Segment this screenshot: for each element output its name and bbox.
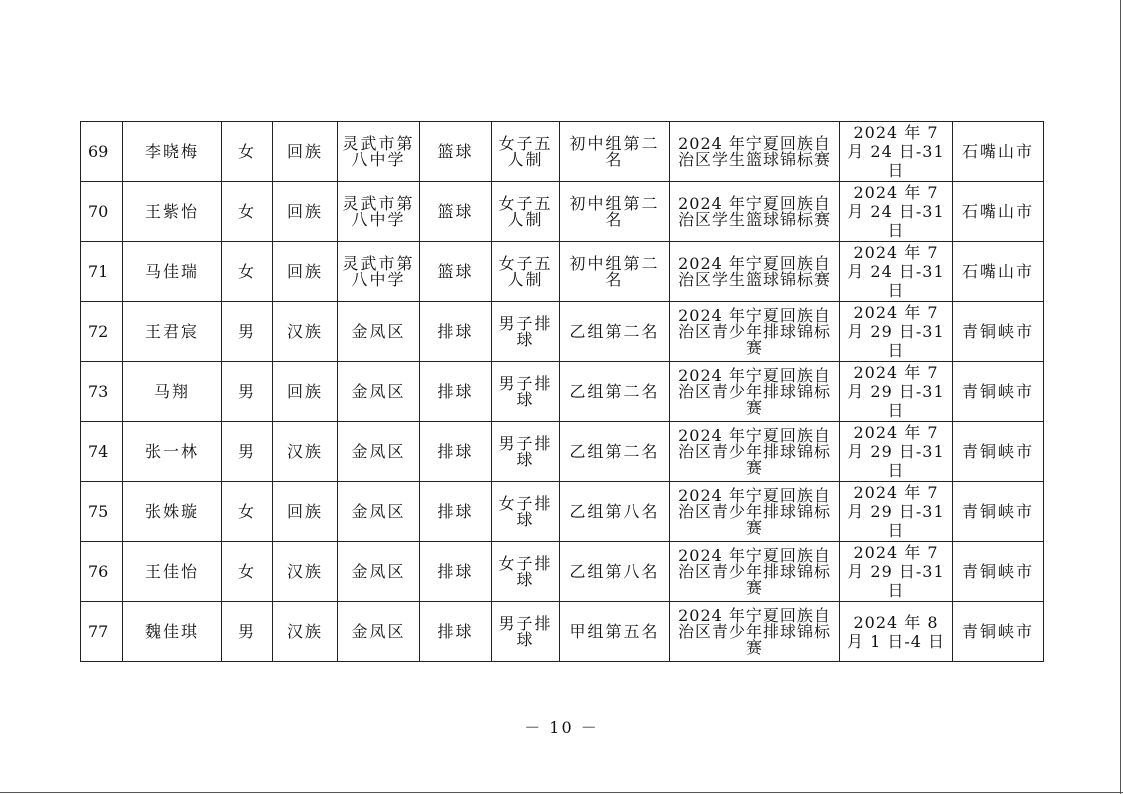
sport-cell: 排球 — [420, 602, 492, 662]
athlete-name-cell: 王佳怡 — [123, 542, 222, 602]
sport-cell: 篮球 — [420, 122, 492, 182]
date-cell: 2024 年 7 月 29 日-31 日 — [840, 482, 953, 542]
competition-cell: 2024 年宁夏回族自治区青少年排球锦标赛 — [670, 422, 840, 482]
competition-cell: 2024 年宁夏回族自治区学生篮球锦标赛 — [670, 182, 840, 242]
table-body — [81, 122, 1044, 662]
event-cell: 女子五人制 — [492, 122, 560, 182]
event-cell: 女子五人制 — [492, 242, 560, 302]
competition-cell: 2024 年宁夏回族自治区青少年排球锦标赛 — [670, 302, 840, 362]
event-cell: 男子排球 — [492, 422, 560, 482]
athlete-name-cell: 马翔 — [123, 362, 222, 422]
competition-cell: 2024 年宁夏回族自治区青少年排球锦标赛 — [670, 542, 840, 602]
venue-city-cell: 青铜峡市 — [953, 422, 1044, 482]
ethnicity-cell: 汉族 — [273, 542, 338, 602]
result-cell: 初中组第二名 — [560, 122, 670, 182]
result-cell: 乙组第八名 — [560, 482, 670, 542]
date-cell: 2024 年 7 月 24 日-31 日 — [840, 182, 953, 242]
unit-cell: 金凤区 — [338, 482, 420, 542]
athlete-name-cell: 马佳瑞 — [123, 242, 222, 302]
gender-cell: 女 — [222, 242, 273, 302]
date-cell: 2024 年 7 月 29 日-31 日 — [840, 422, 953, 482]
ethnicity-cell: 汉族 — [273, 602, 338, 662]
page-number: － 10 － — [524, 718, 599, 737]
table-row — [81, 602, 1044, 662]
ethnicity-cell: 回族 — [273, 362, 338, 422]
event-cell: 女子五人制 — [492, 182, 560, 242]
row-number-cell: 76 — [81, 542, 123, 602]
gender-cell: 男 — [222, 362, 273, 422]
unit-cell: 灵武市第八中学 — [338, 182, 420, 242]
venue-city-cell: 石嘴山市 — [953, 182, 1044, 242]
row-number-cell: 71 — [81, 242, 123, 302]
table-row — [81, 302, 1044, 362]
venue-city-cell: 青铜峡市 — [953, 542, 1044, 602]
date-cell: 2024 年 7 月 24 日-31 日 — [840, 242, 953, 302]
athlete-name-cell: 王紫怡 — [123, 182, 222, 242]
table-row — [81, 482, 1044, 542]
row-number-cell: 70 — [81, 182, 123, 242]
unit-cell: 金凤区 — [338, 422, 420, 482]
result-cell: 初中组第二名 — [560, 242, 670, 302]
result-cell: 初中组第二名 — [560, 182, 670, 242]
event-cell: 男子排球 — [492, 362, 560, 422]
athlete-name-cell: 魏佳琪 — [123, 602, 222, 662]
row-number-cell: 69 — [81, 122, 123, 182]
table-row — [81, 122, 1044, 182]
date-cell: 2024 年 7 月 24 日-31 日 — [840, 122, 953, 182]
sport-cell: 排球 — [420, 302, 492, 362]
row-number-cell: 77 — [81, 602, 123, 662]
venue-city-cell: 青铜峡市 — [953, 362, 1044, 422]
athlete-name-cell: 张姝璇 — [123, 482, 222, 542]
competition-cell: 2024 年宁夏回族自治区学生篮球锦标赛 — [670, 122, 840, 182]
event-cell: 男子排球 — [492, 302, 560, 362]
gender-cell: 男 — [222, 422, 273, 482]
result-cell: 乙组第八名 — [560, 542, 670, 602]
unit-cell: 金凤区 — [338, 602, 420, 662]
table-row — [81, 422, 1044, 482]
table-row — [81, 542, 1044, 602]
sport-cell: 排球 — [420, 542, 492, 602]
gender-cell: 女 — [222, 482, 273, 542]
gender-cell: 女 — [222, 542, 273, 602]
page-edge-right — [1120, 0, 1121, 794]
result-cell: 乙组第二名 — [560, 422, 670, 482]
page-edge-bottom — [0, 792, 1123, 793]
result-cell: 乙组第二名 — [560, 302, 670, 362]
unit-cell: 灵武市第八中学 — [338, 242, 420, 302]
sport-cell: 篮球 — [420, 242, 492, 302]
date-cell: 2024 年 7 月 29 日-31 日 — [840, 302, 953, 362]
row-number-cell: 74 — [81, 422, 123, 482]
ethnicity-cell: 回族 — [273, 242, 338, 302]
row-number-cell: 73 — [81, 362, 123, 422]
sport-cell: 篮球 — [420, 182, 492, 242]
date-cell: 2024 年 8 月 1 日-4 日 — [840, 602, 953, 662]
date-cell: 2024 年 7 月 29 日-31 日 — [840, 542, 953, 602]
sport-cell: 排球 — [420, 482, 492, 542]
venue-city-cell: 青铜峡市 — [953, 482, 1044, 542]
ethnicity-cell: 回族 — [273, 122, 338, 182]
event-cell: 男子排球 — [492, 602, 560, 662]
gender-cell: 女 — [222, 122, 273, 182]
event-cell: 女子排球 — [492, 482, 560, 542]
sport-cell: 排球 — [420, 362, 492, 422]
venue-city-cell: 石嘴山市 — [953, 242, 1044, 302]
competition-cell: 2024 年宁夏回族自治区青少年排球锦标赛 — [670, 602, 840, 662]
ethnicity-cell: 汉族 — [273, 422, 338, 482]
gender-cell: 女 — [222, 182, 273, 242]
athlete-name-cell: 李晓梅 — [123, 122, 222, 182]
table-row — [81, 182, 1044, 242]
athlete-name-cell: 王君宸 — [123, 302, 222, 362]
event-cell: 女子排球 — [492, 542, 560, 602]
row-number-cell: 75 — [81, 482, 123, 542]
result-cell: 乙组第二名 — [560, 362, 670, 422]
venue-city-cell: 青铜峡市 — [953, 602, 1044, 662]
unit-cell: 金凤区 — [338, 362, 420, 422]
venue-city-cell: 青铜峡市 — [953, 302, 1044, 362]
ethnicity-cell: 回族 — [273, 182, 338, 242]
table-row — [81, 242, 1044, 302]
unit-cell: 金凤区 — [338, 542, 420, 602]
venue-city-cell: 石嘴山市 — [953, 122, 1044, 182]
result-cell: 甲组第五名 — [560, 602, 670, 662]
competition-cell: 2024 年宁夏回族自治区青少年排球锦标赛 — [670, 482, 840, 542]
athlete-name-cell: 张一林 — [123, 422, 222, 482]
ethnicity-cell: 回族 — [273, 482, 338, 542]
competition-cell: 2024 年宁夏回族自治区青少年排球锦标赛 — [670, 362, 840, 422]
unit-cell: 金凤区 — [338, 302, 420, 362]
unit-cell: 灵武市第八中学 — [338, 122, 420, 182]
award-records-table — [80, 121, 1044, 662]
ethnicity-cell: 汉族 — [273, 302, 338, 362]
sport-cell: 排球 — [420, 422, 492, 482]
gender-cell: 男 — [222, 602, 273, 662]
table-row — [81, 362, 1044, 422]
competition-cell: 2024 年宁夏回族自治区学生篮球锦标赛 — [670, 242, 840, 302]
date-cell: 2024 年 7 月 29 日-31 日 — [840, 362, 953, 422]
row-number-cell: 72 — [81, 302, 123, 362]
gender-cell: 男 — [222, 302, 273, 362]
